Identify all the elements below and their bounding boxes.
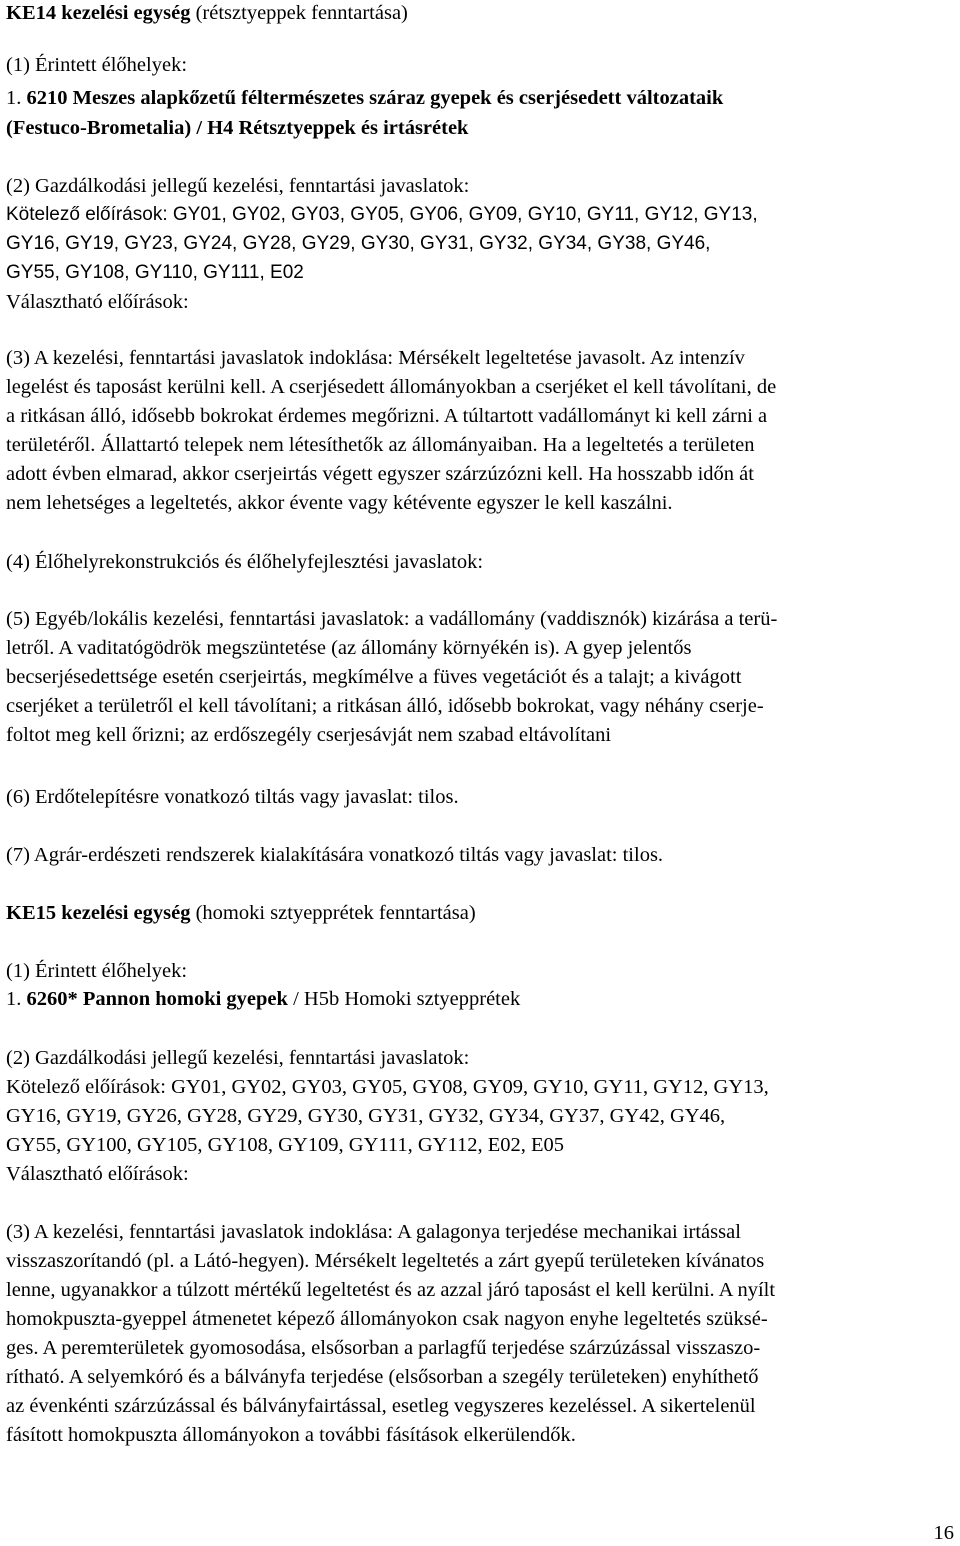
ke14-s1-item-bold: 6210 Meszes alapkőzetű féltermészetes száraz gyepek és cserjésedett változataik [26,87,724,109]
page-number: 16 [933,1522,954,1544]
ke15-title-rest: (homoki sztyepprétek fenntartása) [190,902,476,924]
ke15-s1-label: (1) Érintett élőhelyek: [6,960,188,982]
ke14-s7: (7) Agrár-erdészeti rendszerek kialakítására vonatkozó tiltás vagy javaslat: tilos. [6,844,664,866]
ke15-s3-line: az évenkénti szárzúzással és bálványfairtással, esetleg vegyszeres kezeléssel. A sikertelenül [6,1395,756,1417]
ke14-s1-item-cont-text: (Festuco-Brometalia) / H4 Rétsztyeppek és irtásrétek [6,117,469,139]
ke15-title-bold: KE15 kezelési egység [6,902,191,924]
ke14-s5-line: becserjésedettsége esetén cserjeirtás, megkímélve a füves vegetációt és a talajt; a kivágott [6,666,742,688]
ke15-s1-item-rest: / H5b Homoki sztyepprétek [287,988,521,1010]
ke15-s2-mandatory-line: Kötelező előírások: GY01, GY02, GY03, GY05, GY08, GY09, GY10, GY11, GY12, GY13, [6,1076,769,1098]
ke14-s5-line: letről. A vaditatógödrök megszüntetése (az állomány környékén is). A gyep jelentős [6,637,692,659]
ke15-s3-line: fásított homokpuszta állományokon a további fásítások elkerülendők. [6,1424,576,1446]
ke14-s1-item-cont [6,115,468,141]
ke15-s2-optional: Választható előírások: [6,1163,189,1185]
ke14-s3-line: a ritkásan álló, idősebb bokrokat érdemes megőrizni. A túltartott vadállományt ki kell zárni a [6,405,768,427]
ke15-s3-line: rítható. A selyemkóró és a bálványfa terjedése (elsősorban a szegély területeken) enyhíthető [6,1366,759,1388]
ke15-s3-line: homokpuszta-gyeppel átmenetet képező állományokon csak nagyon enyhe legeltetés szüksé- [6,1308,768,1330]
ke14-title-bold: KE14 kezelési egység [6,2,191,24]
ke14-s2-mandatory-line: GY16, GY19, GY23, GY24, GY28, GY29, GY30, GY31, GY32, GY34, GY38, GY46, [6,233,711,254]
ke14-heading [6,0,408,26]
ke15-s3-line: visszaszorítandó (pl. a Látó-hegyen). Mérsékelt legeltetés a zárt gyepű területeken kívánatos [6,1250,765,1272]
ke14-s3-line: területéről. Állattartó telepek nem létesíthetők az állományaiban. Ha a legeltetés a területen [6,434,755,456]
ke15-s1-item-bold: 6260* Pannon homoki gyepek [26,988,288,1010]
ke14-s5-line: foltot meg kell őrizni; az erdőszegély cserjesávját nem szabad eltávolítani [6,724,612,746]
ke15-s3-line: lenne, ugyanakkor a túlzott mértékű legeltetést és az azzal járó taposást el kell kerülni. A nyílt [6,1279,776,1301]
ke14-s2-mandatory-line: Kötelező előírások: GY01, GY02, GY03, GY05, GY06, GY09, GY10, GY11, GY12, GY13, [6,204,758,225]
ke15-heading [6,900,476,926]
ke14-s3-line: adott évben elmarad, akkor cserjeirtás végett egyszer szárzúzózni kell. Ha hosszabb időn át [6,463,754,485]
ke14-s1-item-number: 1. [6,87,27,109]
ke14-s3-line: (3) A kezelési, fenntartási javaslatok indoklása: Mérsékelt legeltetése javasolt. Az intenzív [6,347,745,369]
ke15-s3-line: (3) A kezelési, fenntartási javaslatok indoklása: A galagonya terjedése mechanikai irtással [6,1221,741,1243]
ke14-s3-line: nem lehetséges a legeltetés, akkor évente vagy kétévente egyszer le kell kaszálni. [6,492,673,514]
ke14-s2-optional: Választható előírások: [6,291,189,313]
ke14-s4: (4) Élőhelyrekonstrukciós és élőhelyfejlesztési javaslatok: [6,551,484,573]
ke14-s3-line: legelést és taposást kerülni kell. A cserjésedett állományokban a cserjéket el kell távolítani, de [6,376,777,398]
ke14-title-rest: (rétsztyeppek fenntartása) [190,2,408,24]
ke15-s3-line: ges. A peremterületek gyomosodása, elsősorban a parlagfű terjedése szárzúzással visszaszo- [6,1337,761,1359]
ke14-s1-label: (1) Érintett élőhelyek: [6,54,188,76]
ke14-s2-mandatory-line: GY55, GY108, GY110, GY111, E02 [6,262,304,283]
ke14-s2-label: (2) Gazdálkodási jellegű kezelési, fenntartási javaslatok: [6,175,470,197]
ke15-s1-item [6,986,520,1012]
ke15-s2-label: (2) Gazdálkodási jellegű kezelési, fenntartási javaslatok: [6,1047,470,1069]
ke15-s2-mandatory-line: GY16, GY19, GY26, GY28, GY29, GY30, GY31, GY32, GY34, GY37, GY42, GY46, [6,1105,726,1127]
ke14-s6: (6) Erdőtelepítésre vonatkozó tiltás vagy javaslat: tilos. [6,786,459,808]
ke15-s1-item-number: 1. [6,988,27,1010]
ke15-s2-mandatory-line: GY55, GY100, GY105, GY108, GY109, GY111, GY112, E02, E05 [6,1134,565,1156]
ke14-s1-item [6,85,723,111]
ke14-s5-line: (5) Egyéb/lokális kezelési, fenntartási javaslatok: a vadállomány (vaddisznók) kizárása a terü- [6,608,778,630]
ke14-s5-line: cserjéket a területről el kell távolítani; a ritkásan álló, idősebb bokrokat, vagy néhány cserje- [6,695,764,717]
